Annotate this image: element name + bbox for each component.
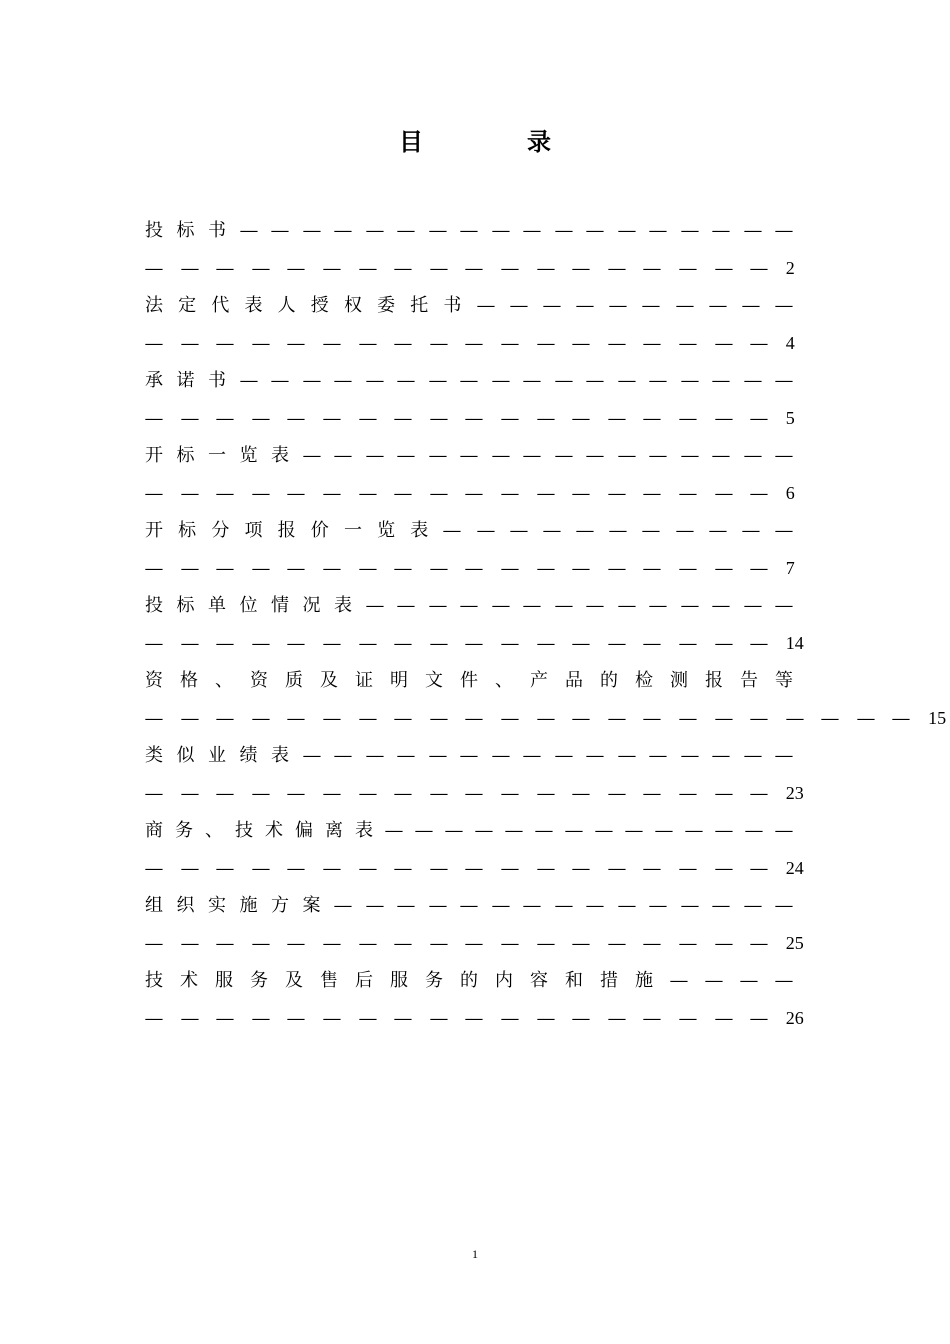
toc-entry-leader: — — — — — — — — — — — — — — — — — — 24 xyxy=(145,850,793,888)
toc-entry-page-number: 4 xyxy=(785,332,795,353)
toc-entry-leader: — — — — — — — — — — — — — — — — — — 5 xyxy=(145,400,793,438)
toc-entry-leader: — — — — — — — — — — — — — — — — — — — — — — 15 xyxy=(145,700,793,738)
toc-entry-leader: — — — — — — — — — — — — — — — — — — 26 xyxy=(145,1000,793,1038)
toc-entry-page-number: 6 xyxy=(785,482,795,503)
toc-entry xyxy=(144,737,804,812)
toc-entry-title: 类 似 业 绩 表 — — — — — — — — — — — — — — — — xyxy=(145,745,794,766)
toc-entry-page-number: 24 xyxy=(785,857,804,878)
toc-entry-page-number: 2 xyxy=(785,257,795,278)
page-number: 1 xyxy=(472,1247,478,1261)
toc-entry-page-number: 15 xyxy=(928,707,947,728)
toc-entry-leader: — — — — — — — — — — — — — — — — — — 14 xyxy=(145,625,793,663)
toc-entry-leader: — — — — — — — — — — — — — — — — — — 6 xyxy=(145,475,793,513)
toc-entry xyxy=(145,437,793,512)
toc-entry-leader: — — — — — — — — — — — — — — — — — — 4 xyxy=(145,325,793,363)
toc-entry-page-number: 25 xyxy=(785,932,804,953)
toc-entry-title: 商 务 、 技 术 偏 离 表 — — — — — — — — — — — — — — xyxy=(145,820,794,841)
toc-entry-title: 法 定 代 表 人 授 权 委 托 书 — — — — — — — — — — xyxy=(145,295,794,316)
toc-entry-page-number: 14 xyxy=(785,632,804,653)
toc-entry xyxy=(145,212,793,287)
toc-entry xyxy=(144,662,947,737)
toc-entry-leader: — — — — — — — — — — — — — — — — — — 2 xyxy=(145,250,793,288)
toc-entry-title: 投 标 单 位 情 况 表 — — — — — — — — — — — — — — xyxy=(145,595,794,616)
page-title: 目 录 xyxy=(399,127,591,156)
toc-entry-title: 开 标 分 项 报 价 一 览 表 — — — — — — — — — — — xyxy=(145,520,794,541)
toc-entry-leader: — — — — — — — — — — — — — — — — — — 23 xyxy=(145,775,793,813)
toc-entry xyxy=(144,587,804,662)
toc-entry xyxy=(144,962,804,1037)
toc-entry-title: 开 标 一 览 表 — — — — — — — — — — — — — — — — xyxy=(145,445,794,466)
toc-entry-title: 承 诺 书 — — — — — — — — — — — — — — — — — — xyxy=(145,370,794,391)
toc-entry-page-number: 26 xyxy=(785,1007,804,1028)
toc-entry xyxy=(145,512,793,587)
toc-entry-title: 投 标 书 — — — — — — — — — — — — — — — — — — xyxy=(145,220,794,241)
toc-entry-title: 技 术 服 务 及 售 后 服 务 的 内 容 和 措 施 — — — — xyxy=(145,970,794,991)
toc-entry-leader: — — — — — — — — — — — — — — — — — — 25 xyxy=(145,925,793,963)
toc-entry xyxy=(145,362,793,437)
toc-entry-leader: — — — — — — — — — — — — — — — — — — 7 xyxy=(145,550,793,588)
table-of-contents xyxy=(144,212,947,1037)
toc-entry-page-number: 7 xyxy=(785,557,795,578)
toc-entry xyxy=(144,887,804,962)
toc-entry-title: 组 织 实 施 方 案 — — — — — — — — — — — — — — — xyxy=(145,895,794,916)
toc-entry-page-number: 5 xyxy=(785,407,795,428)
toc-entry xyxy=(144,812,804,887)
toc-entry xyxy=(145,287,793,362)
toc-entry-page-number: 23 xyxy=(785,782,804,803)
toc-entry-title: 资 格 、 资 质 及 证 明 文 件 、 产 品 的 检 测 报 告 等 xyxy=(145,670,793,691)
